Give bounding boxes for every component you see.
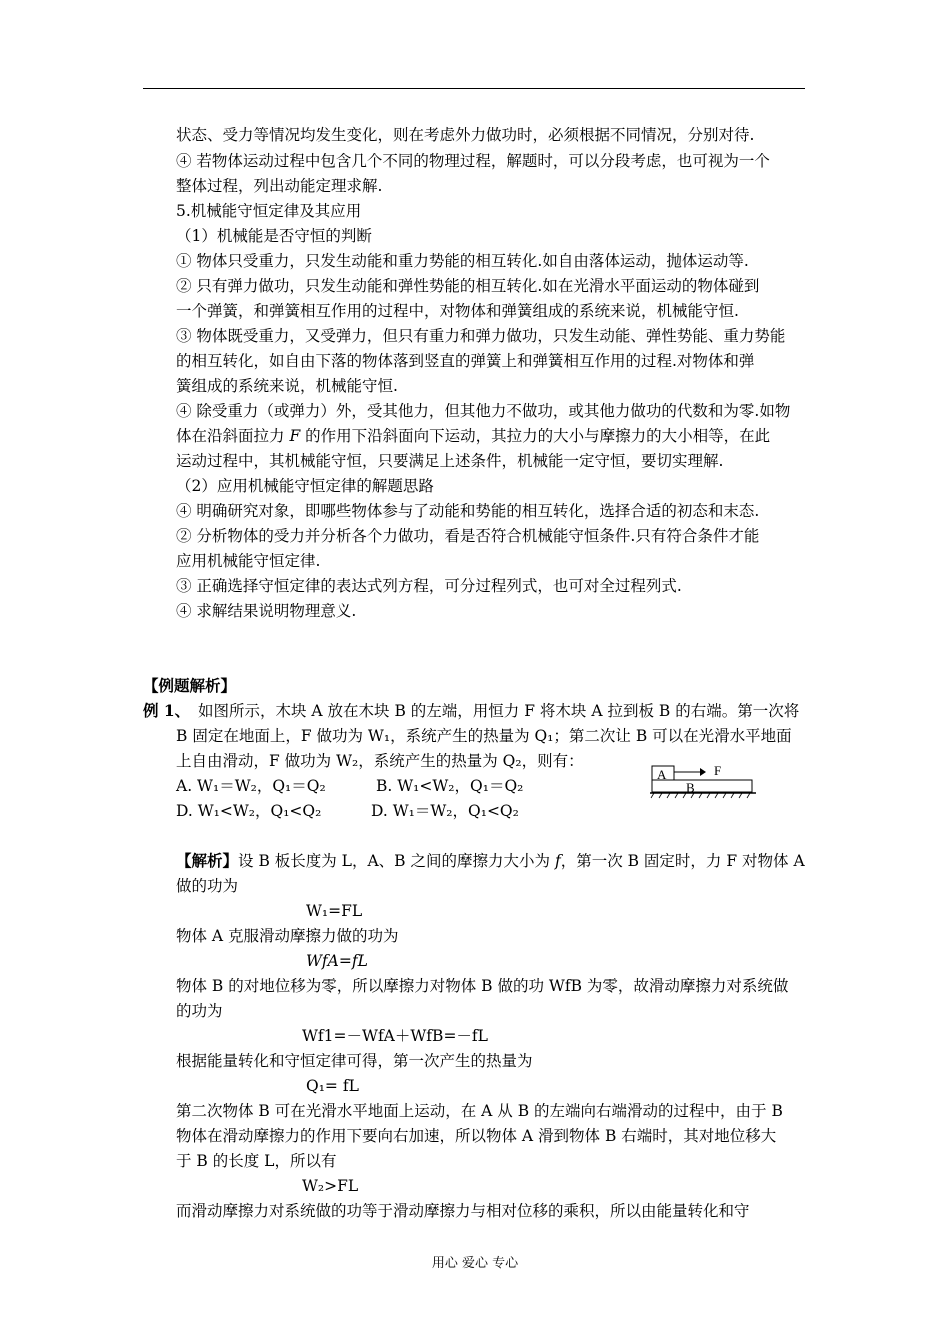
option-a: A. W₁＝W₂，Q₁＝Q₂ [176, 777, 326, 795]
solution-line: 【解析】设 B 板长度为 L，A、B 之间的摩擦力大小为 f，第一次 B 固定时，力 F 对物体 A [176, 851, 805, 870]
question-line: 上自由滑动，F 做功为 W₂，系统产生的热量为 Q₂，则有： [176, 752, 584, 770]
text-line: ③ 正确选择守恒定律的表达式列方程，可分过程列式，也可对全过程列式. [176, 577, 682, 595]
question-line: B 固定在地面上，F 做功为 W₁，系统产生的热量为 Q₁；第二次让 B 可以在光滑水平地面 [176, 727, 792, 745]
solution-line: 于 B 的长度 L，所以有 [176, 1152, 337, 1170]
text-line: 整体过程，列出动能定理求解. [176, 177, 383, 195]
header-rule [143, 88, 805, 89]
text-line: ④ 求解结果说明物理意义. [176, 602, 357, 620]
equation: W₁=FL [306, 902, 363, 920]
text-line: 一个弹簧，和弹簧相互作用的过程中，对物体和弹簧组成的系统来说，机械能守恒. [176, 302, 739, 320]
text-line: ④ 除受重力（或弹力）外，受其他力，但其他力不做功，或其他力做功的代数和为零.如物 [176, 402, 791, 420]
solution-line: 物体 A 克服滑动摩擦力做的功为 [176, 927, 399, 945]
equation: W₂>FL [302, 1177, 359, 1195]
subsection-heading: （1）机械能是否守恒的判断 [176, 227, 372, 245]
text-line: 体在沿斜面拉力 F 的作用下沿斜面向下运动，其拉力的大小与摩擦力的大小相等，在此 [176, 427, 771, 445]
section-heading: 5.机械能守恒定律及其应用 [176, 202, 362, 220]
solution-line: 根据能量转化和守恒定律可得，第一次产生的热量为 [176, 1052, 533, 1070]
text-line: ① 物体只受重力，只发生动能和重力势能的相互转化.如自由落体运动，抛体运动等. [176, 252, 749, 270]
text-line: ② 只有弹力做功，只发生动能和弹性势能的相互转化.如在光滑水平面运动的物体碰到 [176, 277, 760, 295]
option-d: D. W₁＝W₂，Q₁<Q₂ [371, 802, 519, 820]
solution-heading: 【解析】 [176, 851, 239, 870]
equation: WfA=fL [306, 952, 368, 970]
example-label: 例 1、 [143, 701, 191, 720]
label-f: F [714, 763, 722, 778]
text-line: 状态、受力等情况均发生变化，则在考虑外力做功时，必须根据不同情况，分别对待. [176, 126, 755, 144]
block-b [652, 780, 752, 792]
solution-line: 物体在滑动摩擦力的作用下要向右加速，所以物体 A 滑到物体 B 右端时，其对地位移大 [176, 1127, 777, 1145]
label-b: B [686, 780, 695, 795]
text-line: 簧组成的系统来说，机械能守恒. [176, 377, 398, 395]
page-footer: 用心 爱心 专心 [431, 1256, 519, 1271]
solution-line: 做的功为 [176, 877, 239, 895]
solution-line: 的功为 [176, 1002, 223, 1020]
text-line: 的相互转化，如自由下落的物体落到竖直的弹簧上和弹簧相互作用的过程.对物体和弹 [176, 352, 755, 370]
subsection-heading: （2）应用机械能守恒定律的解题思路 [176, 477, 434, 495]
block-diagram [648, 760, 758, 802]
question-line: 如图所示，木块 A 放在木块 B 的左端，用恒力 F 将木块 A 拉到板 B 的右端。第一次将 [198, 702, 800, 720]
text-line: 运动过程中，其机械能守恒，只要满足上述条件，机械能一定守恒，要切实理解. [176, 452, 724, 470]
equation: Q₁= fL [306, 1077, 359, 1095]
label-a: A [657, 767, 667, 782]
text-line: ② 分析物体的受力并分析各个力做功，看是否符合机械能守恒条件.只有符合条件才能 [176, 527, 760, 545]
option-c: D. W₁<W₂，Q₁<Q₂ [176, 802, 322, 820]
text-line: ④ 明确研究对象，即哪些物体参与了动能和势能的相互转化，选择合适的初态和末态. [176, 502, 760, 520]
example-heading: 【例题解析】 [143, 676, 237, 695]
solution-line: 第二次物体 B 可在光滑水平地面上运动，在 A 从 B 的左端向右端滑动的过程中，由于 B [176, 1102, 783, 1120]
option-b: B. W₁<W₂，Q₁＝Q₂ [376, 777, 524, 795]
solution-line: 而滑动摩擦力对系统做的功等于滑动摩擦力与相对位移的乘积，所以由能量转化和守 [176, 1202, 750, 1220]
text-line: ④ 若物体运动过程中包含几个不同的物理过程，解题时，可以分段考虑，也可视为一个 [176, 152, 770, 170]
solution-line: 物体 B 的对地位移为零，所以摩擦力对物体 B 做的功 WfB 为零，故滑动摩擦力对系统做 [176, 977, 789, 995]
text-line: ③ 物体既受重力，又受弹力，但只有重力和弹力做功，只发生动能、弹性势能、重力势能 [176, 327, 786, 345]
equation: Wf1=－WfA＋WfB=－fL [302, 1027, 488, 1045]
text-line: 应用机械能守恒定律. [176, 552, 321, 570]
arrow-head-icon [700, 768, 706, 776]
